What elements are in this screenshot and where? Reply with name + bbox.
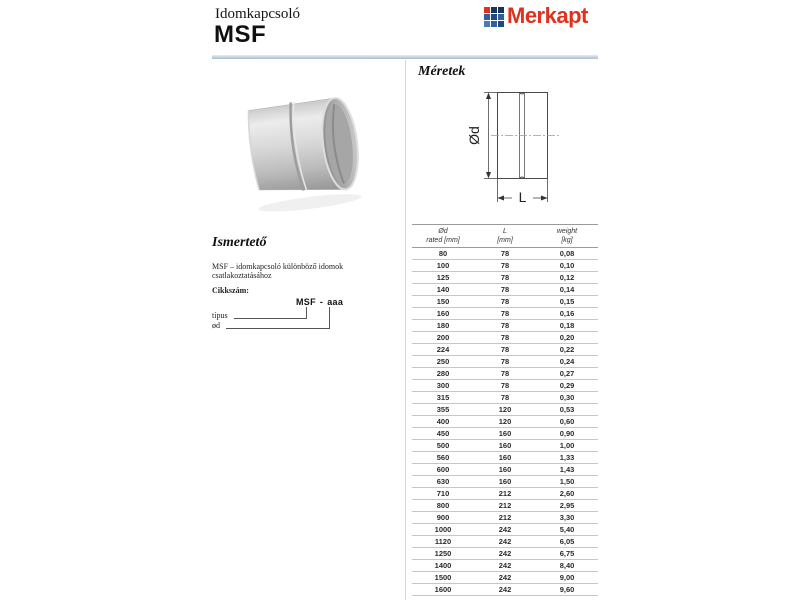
column-header-weight: weight [kg]	[536, 225, 598, 248]
table-row	[412, 272, 598, 284]
cell-length: 78	[474, 344, 536, 356]
table-row	[412, 476, 598, 488]
legend-line-tipus-horizontal	[234, 318, 307, 319]
table-row	[412, 308, 598, 320]
cell-weight: 8,40	[536, 560, 598, 572]
cell-weight: 1,50	[536, 476, 598, 488]
cell-weight: 9,00	[536, 572, 598, 584]
cell-weight: 5,40	[536, 524, 598, 536]
ismerteto-section-title: Ismertető	[212, 235, 267, 250]
brand-grid-square	[484, 21, 490, 27]
cell-diameter: 1120	[412, 536, 474, 548]
legend-line-od-vertical	[329, 307, 330, 329]
cell-diameter: 800	[412, 500, 474, 512]
cell-length: 242	[474, 524, 536, 536]
product-code-title: MSF	[214, 21, 267, 48]
column-header-length: L [mm]	[474, 225, 536, 248]
cell-diameter: 600	[412, 464, 474, 476]
brand-grid-square	[498, 14, 504, 20]
cell-diameter: 1250	[412, 548, 474, 560]
cell-length: 78	[474, 356, 536, 368]
cell-length: 160	[474, 476, 536, 488]
cell-weight: 1,33	[536, 452, 598, 464]
cell-weight: 0,14	[536, 284, 598, 296]
brand-grid-square	[491, 7, 497, 13]
cell-diameter: 80	[412, 248, 474, 260]
code-separator: -	[319, 297, 324, 307]
cell-length: 242	[474, 572, 536, 584]
cell-length: 78	[474, 248, 536, 260]
product-photo	[233, 70, 378, 220]
cell-length: 78	[474, 380, 536, 392]
table-row	[412, 464, 598, 476]
cell-length: 160	[474, 440, 536, 452]
table-row	[412, 344, 598, 356]
cell-length: 212	[474, 500, 536, 512]
table-row	[412, 524, 598, 536]
cell-weight: 0,18	[536, 320, 598, 332]
article-code-format	[296, 297, 347, 307]
cell-weight: 0,16	[536, 308, 598, 320]
cell-length: 160	[474, 464, 536, 476]
cell-length: 78	[474, 284, 536, 296]
table-row	[412, 320, 598, 332]
cell-length: 78	[474, 296, 536, 308]
table-row	[412, 488, 598, 500]
cell-diameter: 140	[412, 284, 474, 296]
cell-diameter: 315	[412, 392, 474, 404]
cell-diameter: 1600	[412, 584, 474, 596]
table-row	[412, 512, 598, 524]
cell-weight: 6,05	[536, 536, 598, 548]
cell-weight: 0,08	[536, 248, 598, 260]
cell-length: 78	[474, 272, 536, 284]
cell-diameter: 280	[412, 368, 474, 380]
cell-diameter: 100	[412, 260, 474, 272]
table-row	[412, 560, 598, 572]
length-dim-label: L	[518, 189, 527, 205]
cell-length: 212	[474, 512, 536, 524]
article-number-label: Cikkszám:	[212, 286, 249, 295]
cell-diameter: 710	[412, 488, 474, 500]
cell-length: 242	[474, 560, 536, 572]
cell-weight: 0,60	[536, 416, 598, 428]
brand-grid-icon	[484, 7, 504, 27]
cell-weight: 0,53	[536, 404, 598, 416]
cell-diameter: 560	[412, 452, 474, 464]
table-header-row	[412, 225, 598, 248]
cell-length: 78	[474, 392, 536, 404]
brand-grid-square	[491, 21, 497, 27]
table-row	[412, 548, 598, 560]
table-row	[412, 368, 598, 380]
cell-diameter: 1400	[412, 560, 474, 572]
cell-diameter: 355	[412, 404, 474, 416]
legend-tipus-label: típus	[212, 311, 228, 320]
table-row	[412, 404, 598, 416]
table-row	[412, 416, 598, 428]
cell-weight: 6,75	[536, 548, 598, 560]
table-row	[412, 452, 598, 464]
cell-diameter: 224	[412, 344, 474, 356]
cell-diameter: 300	[412, 380, 474, 392]
cell-length: 242	[474, 536, 536, 548]
brand-grid-square	[491, 14, 497, 20]
table-row	[412, 356, 598, 368]
brand-grid-square	[484, 14, 490, 20]
dimensions-table	[412, 224, 598, 596]
cell-length: 212	[474, 488, 536, 500]
cell-weight: 0,30	[536, 392, 598, 404]
legend-line-tipus-vertical	[306, 307, 307, 319]
cell-weight: 0,27	[536, 368, 598, 380]
legend-od-label: ød	[212, 321, 220, 330]
brand-logo-text: Merkapt	[507, 3, 588, 28]
cell-length: 242	[474, 548, 536, 560]
meretek-section-title: Méretek	[418, 64, 466, 79]
cell-diameter: 1500	[412, 572, 474, 584]
cell-length: 78	[474, 320, 536, 332]
table-row	[412, 572, 598, 584]
table-row	[412, 284, 598, 296]
table-row	[412, 584, 598, 596]
cell-diameter: 150	[412, 296, 474, 308]
cell-diameter: 450	[412, 428, 474, 440]
cell-weight: 0,10	[536, 260, 598, 272]
table-row	[412, 392, 598, 404]
cell-weight: 9,60	[536, 584, 598, 596]
cell-length: 78	[474, 368, 536, 380]
column-divider	[405, 60, 406, 600]
cell-weight: 0,22	[536, 344, 598, 356]
table-row	[412, 440, 598, 452]
header-rule	[212, 55, 598, 59]
legend-line-od-horizontal	[226, 328, 330, 329]
cell-diameter: 125	[412, 272, 474, 284]
dimension-diagram	[455, 84, 580, 212]
cell-length: 78	[474, 260, 536, 272]
code-suffix: aaa	[327, 297, 344, 307]
table-row	[412, 248, 598, 260]
table-row	[412, 536, 598, 548]
code-prefix: MSF	[296, 297, 316, 307]
table-row	[412, 380, 598, 392]
cell-weight: 0,24	[536, 356, 598, 368]
product-description: MSF – idomkapcsoló különböző idomok csatlakoztatásához	[212, 262, 344, 280]
cell-diameter: 180	[412, 320, 474, 332]
brand-grid-square	[498, 7, 504, 13]
diameter-dim-label: Ød	[466, 126, 482, 145]
category-title: Idomkapcsoló	[215, 6, 300, 22]
cell-length: 78	[474, 308, 536, 320]
cell-length: 160	[474, 428, 536, 440]
cell-weight: 1,43	[536, 464, 598, 476]
cell-length: 242	[474, 584, 536, 596]
cell-diameter: 160	[412, 308, 474, 320]
cell-diameter: 630	[412, 476, 474, 488]
cell-weight: 2,95	[536, 500, 598, 512]
cell-diameter: 400	[412, 416, 474, 428]
cell-diameter: 200	[412, 332, 474, 344]
column-header-diameter: Ød rated [mm]	[412, 225, 474, 248]
table-row	[412, 260, 598, 272]
cell-diameter: 900	[412, 512, 474, 524]
cell-length: 160	[474, 452, 536, 464]
cell-length: 120	[474, 404, 536, 416]
cell-weight: 0,20	[536, 332, 598, 344]
cell-weight: 0,29	[536, 380, 598, 392]
cell-weight: 3,30	[536, 512, 598, 524]
cell-weight: 0,90	[536, 428, 598, 440]
table-row	[412, 332, 598, 344]
cell-weight: 1,00	[536, 440, 598, 452]
brand-grid-square	[498, 21, 504, 27]
cell-weight: 0,15	[536, 296, 598, 308]
cell-weight: 2,60	[536, 488, 598, 500]
cell-diameter: 1000	[412, 524, 474, 536]
cell-diameter: 250	[412, 356, 474, 368]
table-row	[412, 500, 598, 512]
table-row	[412, 428, 598, 440]
cell-length: 78	[474, 332, 536, 344]
brand-logo	[484, 4, 588, 28]
table-row	[412, 296, 598, 308]
brand-grid-square	[484, 7, 490, 13]
cell-weight: 0,12	[536, 272, 598, 284]
cell-diameter: 500	[412, 440, 474, 452]
cell-length: 120	[474, 416, 536, 428]
